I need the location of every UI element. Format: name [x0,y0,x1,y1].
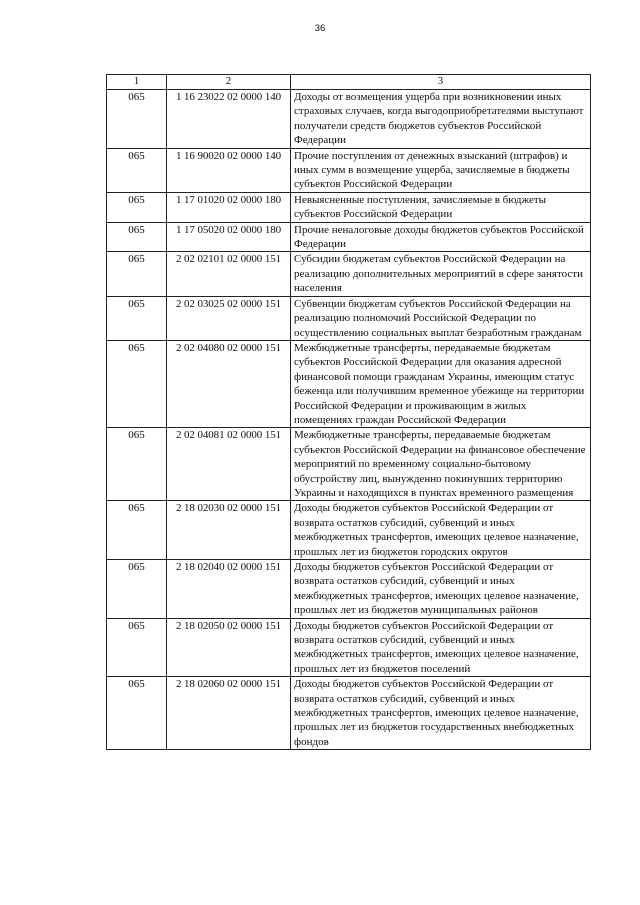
budget-code-cell: 2 02 04080 02 0000 151 [167,340,291,427]
admin-code-cell: 065 [107,560,167,619]
description-cell: Прочие неналоговые доходы бюджетов субъектов Российской Федерации [291,222,591,252]
description-cell: Субсидии бюджетам субъектов Российской Федерации на реализацию дополнительных мероприятий в сфере занятости населения [291,252,591,296]
description-cell: Межбюджетные трансферты, передаваемые бюджетам субъектов Российской Федерации на финансовое обеспечение мероприятий по временному социально-бытовому обустройству лиц, вынужденно покинувших территорию Украины и находящихся в пунктах временного размещения [291,428,591,501]
table-row [107,148,591,192]
admin-code-cell: 065 [107,90,167,149]
table-row [107,428,591,501]
budget-code-cell: 1 16 90020 02 0000 140 [167,148,291,192]
budget-code-cell: 2 02 02101 02 0000 151 [167,252,291,296]
budget-code-cell: 2 18 02030 02 0000 151 [167,501,291,560]
admin-code-cell: 065 [107,222,167,252]
budget-code-cell: 2 18 02040 02 0000 151 [167,560,291,619]
budget-code-cell: 2 02 04081 02 0000 151 [167,428,291,501]
admin-code-cell: 065 [107,340,167,427]
description-cell: Доходы от возмещения ущерба при возникновении иных страховых случаев, когда выгодоприобретателями выступают получатели средств бюджетов субъектов Российской Федерации [291,90,591,149]
page-number: 36 [314,23,326,34]
description-cell: Доходы бюджетов субъектов Российской Федерации от возврата остатков субсидий, субвенций и иных межбюджетных трансфертов, имеющих целевое назначение, прошлых лет из бюджетов государственных внебюджетных фондов [291,677,591,750]
table-row [107,90,591,149]
column-header-3: 3 [291,75,591,90]
table-row [107,252,591,296]
admin-code-cell: 065 [107,428,167,501]
column-header-2: 2 [167,75,291,90]
table-body [107,90,591,750]
budget-code-cell: 2 02 03025 02 0000 151 [167,296,291,340]
description-cell: Доходы бюджетов субъектов Российской Федерации от возврата остатков субсидий, субвенций и иных межбюджетных трансфертов, имеющих целевое назначение, прошлых лет из бюджетов муниципальных районов [291,560,591,619]
admin-code-cell: 065 [107,252,167,296]
budget-code-cell: 1 17 01020 02 0000 180 [167,192,291,222]
table-row [107,192,591,222]
budget-code-cell: 2 18 02050 02 0000 151 [167,618,291,677]
admin-code-cell: 065 [107,296,167,340]
admin-code-cell: 065 [107,618,167,677]
table-header-row [107,75,591,90]
table-row [107,560,591,619]
description-cell: Доходы бюджетов субъектов Российской Федерации от возврата остатков субсидий, субвенций и иных межбюджетных трансфертов, имеющих целевое назначение, прошлых лет из бюджетов городских округов [291,501,591,560]
budget-code-cell: 2 18 02060 02 0000 151 [167,677,291,750]
admin-code-cell: 065 [107,192,167,222]
description-cell: Субвенции бюджетам субъектов Российской Федерации на реализацию полномочий Российской Федерации по осуществлению социальных выплат безработным гражданам [291,296,591,340]
budget-code-cell: 1 17 05020 02 0000 180 [167,222,291,252]
table-row [107,340,591,427]
table-row [107,222,591,252]
table-row [107,501,591,560]
admin-code-cell: 065 [107,501,167,560]
description-cell: Прочие поступления от денежных взысканий (штрафов) и иных сумм в возмещение ущерба, зачисляемые в бюджеты субъектов Российской Федерации [291,148,591,192]
revenue-codes-table [106,74,591,750]
table-row [107,618,591,677]
admin-code-cell: 065 [107,677,167,750]
table-row [107,677,591,750]
table-row [107,296,591,340]
description-cell: Невыясненные поступления, зачисляемые в бюджеты субъектов Российской Федерации [291,192,591,222]
budget-code-cell: 1 16 23022 02 0000 140 [167,90,291,149]
description-cell: Межбюджетные трансферты, передаваемые бюджетам субъектов Российской Федерации для оказания адресной финансовой помощи гражданам Украины, имеющим статус беженца или получившим временное убежище на территории Российской Федерации и проживающим в жилых помещениях граждан Российской Федерации [291,340,591,427]
admin-code-cell: 065 [107,148,167,192]
description-cell: Доходы бюджетов субъектов Российской Федерации от возврата остатков субсидий, субвенций и иных межбюджетных трансфертов, имеющих целевое назначение, прошлых лет из бюджетов поселений [291,618,591,677]
column-header-1: 1 [107,75,167,90]
